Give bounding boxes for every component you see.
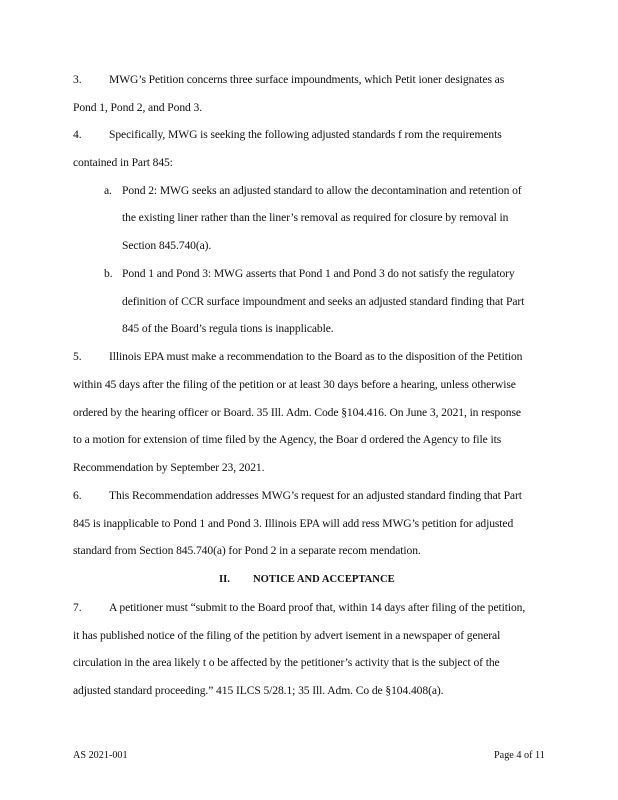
- paragraph-line: Recommendation by September 23, 2021.: [73, 461, 265, 474]
- footer-page-number: Page 4 of 11: [494, 750, 545, 761]
- paragraph-line: A petitioner must “submit to the Board proof that, within 14 days after filing of the petition,: [109, 601, 526, 614]
- paragraph-line: standard from Section 845.740(a) for Pond 2 in a separate recom mendation.: [73, 544, 421, 557]
- paragraph-line: Specifically, MWG is seeking the following adjusted standards f rom the requirements: [109, 128, 502, 141]
- paragraph-number: 4.: [73, 128, 82, 141]
- paragraph-line: to a motion for extension of time filed by the Agency, the Boar d ordered the Agency to file its: [73, 433, 502, 446]
- paragraph-line: Pond 1, Pond 2, and Pond 3.: [73, 101, 203, 114]
- paragraph-line: This Recommendation addresses MWG’s request for an adjusted standard finding that Part: [109, 489, 522, 502]
- paragraph-line: adjusted standard proceeding.” 415 ILCS 5/28.1; 35 Ill. Adm. Co de §104.408(a).: [73, 684, 444, 697]
- list-item-line: the existing liner rather than the liner’s removal as required for closure by removal in: [122, 211, 509, 224]
- list-item-line: Section 845.740(a).: [122, 239, 212, 252]
- paragraph-line: MWG’s Petition concerns three surface impoundments, which Petit ioner designates as: [109, 73, 505, 86]
- paragraph-number: 6.: [73, 489, 82, 502]
- paragraph-number: 5.: [73, 350, 82, 363]
- paragraph-line: it has published notice of the filing of the petition by advert isement in a newspaper of general: [73, 629, 501, 642]
- section-title: NOTICE AND ACCEPTANCE: [253, 574, 395, 585]
- footer-docket-number: AS 2021-001: [73, 750, 128, 761]
- paragraph-line: within 45 days after the filing of the petition or at least 30 days before a hearing, unless otherwise: [73, 378, 516, 391]
- paragraph-line: 845 is inapplicable to Pond 1 and Pond 3. Illinois EPA will add ress MWG’s petition for adjusted: [73, 517, 514, 530]
- list-item-label: b.: [104, 267, 113, 280]
- list-item-line: definition of CCR surface impoundment and seeks an adjusted standard finding that Part: [122, 295, 525, 308]
- paragraph-line: circulation in the area likely t o be affected by the petitioner’s activity that is the subject of the: [73, 656, 500, 669]
- paragraph-line: ordered by the hearing officer or Board. 35 Ill. Adm. Code §104.416. On June 3, 2021, in response: [73, 406, 521, 419]
- paragraph-line: contained in Part 845:: [73, 156, 173, 169]
- list-item-line: Pond 2: MWG seeks an adjusted standard to allow the decontamination and retention of: [122, 184, 522, 197]
- paragraph-number: 3.: [73, 73, 82, 86]
- list-item-line: Pond 1 and Pond 3: MWG asserts that Pond 1 and Pond 3 do not satisfy the regulatory: [122, 267, 515, 280]
- paragraph-line: Illinois EPA must make a recommendation to the Board as to the disposition of the Petition: [109, 350, 523, 363]
- list-item-label: a.: [104, 184, 112, 197]
- paragraph-number: 7.: [73, 601, 82, 614]
- section-numeral: II.: [219, 574, 230, 585]
- list-item-line: 845 of the Board’s regula tions is inapplicable.: [122, 322, 334, 335]
